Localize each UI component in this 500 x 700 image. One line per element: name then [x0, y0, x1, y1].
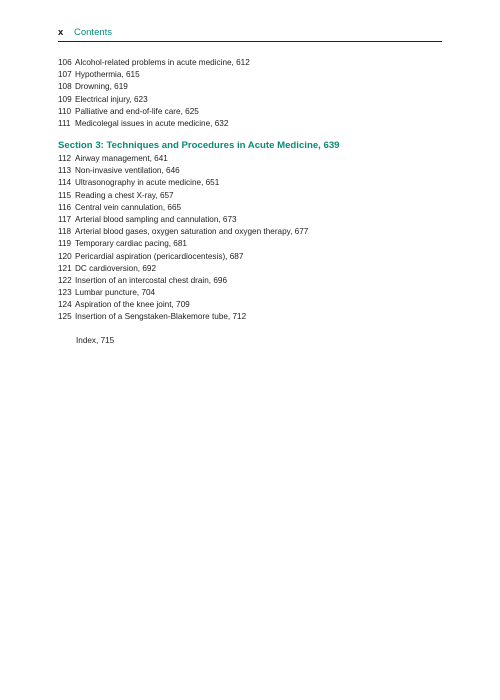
chapter-number: 108 [58, 82, 72, 92]
toc-entry[interactable] [58, 177, 458, 189]
chapter-title: Airway management, 641 [75, 154, 168, 163]
chapter-number: 112 [58, 154, 72, 163]
toc-entry[interactable] [58, 238, 458, 250]
chapter-title: Temporary cardiac pacing, 681 [75, 239, 187, 249]
chapter-title: Pericardial aspiration (pericardiocentesis), 687 [75, 251, 244, 261]
chapter-title: Arterial blood gases, oxygen saturation and oxygen therapy, 677 [75, 227, 309, 237]
toc-entry[interactable] [58, 94, 458, 106]
running-title: Contents [74, 27, 113, 38]
chapter-number: 115 [58, 190, 72, 200]
chapter-title: Non-invasive ventilation, 646 [75, 166, 180, 176]
chapter-title: Medicolegal issues in acute medicine, 632 [75, 118, 229, 128]
toc-entry[interactable] [58, 106, 458, 118]
chapter-title: Arterial blood sampling and cannulation, 673 [75, 214, 237, 224]
toc-entry[interactable] [58, 153, 458, 165]
toc-entry[interactable] [58, 57, 458, 69]
toc-list-section2-end [58, 57, 458, 130]
toc-entry[interactable] [58, 287, 458, 299]
chapter-number: 119 [58, 239, 72, 249]
chapter-number: 106 [58, 58, 72, 67]
toc-entry[interactable] [58, 275, 458, 287]
toc-entry[interactable] [58, 118, 458, 130]
toc-entry[interactable] [58, 311, 458, 323]
chapter-number: 109 [58, 94, 72, 104]
chapter-number: 121 [58, 263, 72, 273]
toc-entry[interactable] [58, 226, 458, 238]
chapter-title: Hypothermia, 615 [75, 70, 140, 80]
chapter-number: 113 [58, 166, 72, 176]
toc-entry[interactable] [58, 299, 458, 311]
chapter-number: 117 [58, 214, 72, 224]
toc-entry[interactable] [58, 81, 458, 93]
toc-entry[interactable] [58, 263, 458, 275]
chapter-number: 114 [58, 178, 72, 188]
toc-entry[interactable] [58, 251, 458, 263]
chapter-number: 111 [58, 118, 71, 128]
toc-entry[interactable] [58, 69, 458, 81]
chapter-title: Alcohol-related problems in acute medicine, 612 [75, 58, 250, 67]
section-heading[interactable]: Section 3: Techniques and Procedures in Acute Medicine, 639 [58, 140, 340, 151]
chapter-title: Reading a chest X-ray, 657 [75, 190, 174, 200]
chapter-number: 120 [58, 251, 72, 261]
chapter-title: Drowning, 619 [75, 82, 128, 92]
chapter-title: Ultrasonography in acute medicine, 651 [75, 178, 220, 188]
chapter-title: Insertion of an intercostal chest drain, 696 [75, 275, 228, 285]
index-entry[interactable]: Index, 715 [76, 336, 115, 345]
chapter-title: Aspiration of the knee joint, 709 [75, 300, 190, 310]
chapter-number: 118 [58, 227, 72, 237]
chapter-number: 116 [58, 202, 72, 212]
chapter-number: 123 [58, 288, 72, 298]
chapter-title: Insertion of a Sengstaken-Blakemore tube, 712 [75, 312, 247, 322]
chapter-title: DC cardioversion, 692 [75, 263, 157, 273]
chapter-number: 124 [58, 300, 72, 310]
toc-entry[interactable] [58, 202, 458, 214]
chapter-number: 122 [58, 275, 72, 285]
running-header [58, 27, 442, 42]
toc-list-section3 [58, 153, 458, 324]
chapter-title: Palliative and end-of-life care, 625 [75, 106, 199, 116]
chapter-title: Electrical injury, 623 [75, 94, 148, 104]
chapter-number: 110 [58, 106, 72, 116]
chapter-title: Lumbar puncture, 704 [75, 288, 156, 298]
chapter-number: 107 [58, 70, 72, 80]
toc-entry[interactable] [58, 190, 458, 202]
chapter-number: 125 [58, 312, 72, 322]
toc-entry[interactable] [58, 214, 458, 226]
toc-entry[interactable] [58, 165, 458, 177]
chapter-title: Central vein cannulation, 665 [75, 202, 182, 212]
page-number: x [58, 27, 64, 38]
